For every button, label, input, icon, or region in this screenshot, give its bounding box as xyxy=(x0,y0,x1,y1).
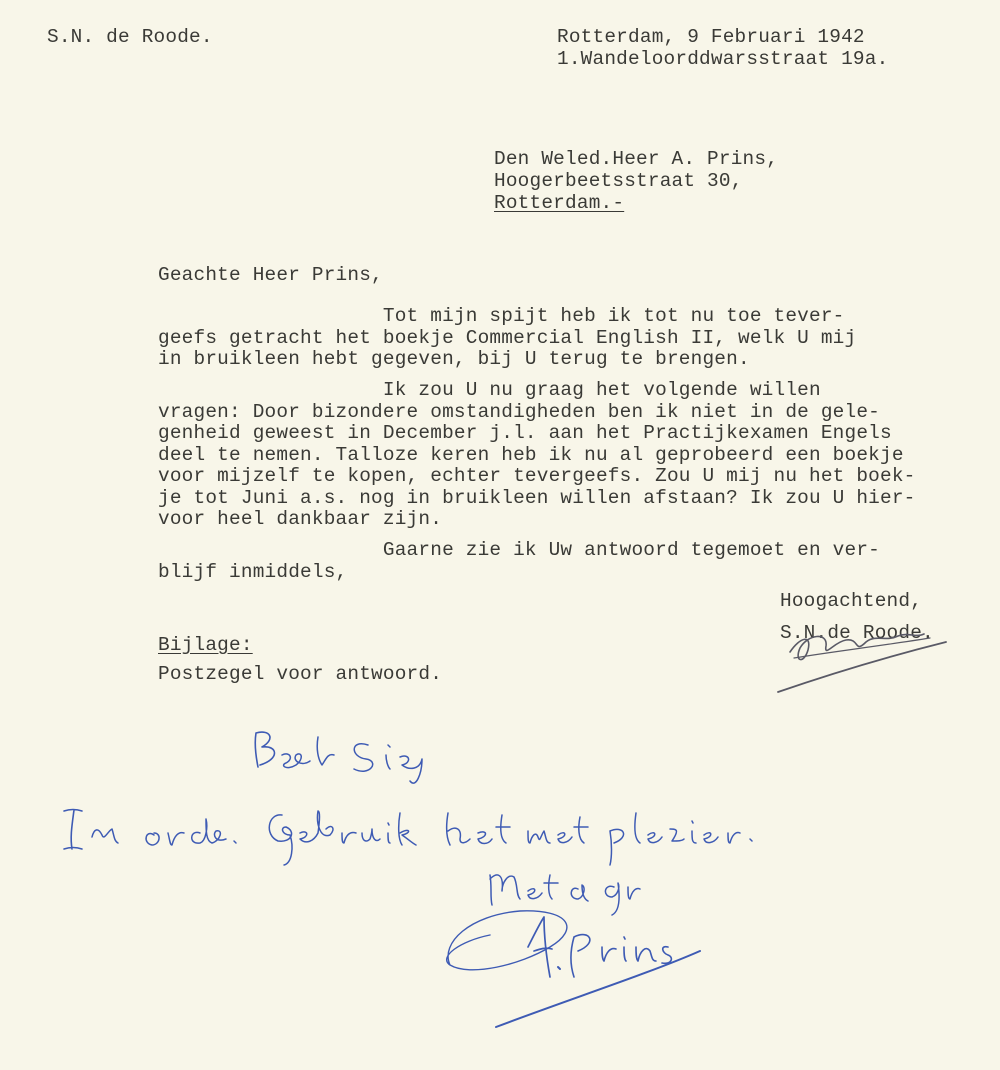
handwritten-reply xyxy=(50,715,770,1035)
salutation: Geachte Heer Prins, xyxy=(158,264,383,286)
body-line: Tot mijn spijt heb ik tot nu toe tever- xyxy=(158,305,845,327)
body-line: geefs getracht het boekje Commercial English II, welk U mij xyxy=(158,327,857,349)
body-line: blijf inmiddels, xyxy=(158,561,348,583)
body-line: genheid geweest in December j.l. aan het Practijkexamen Engels xyxy=(158,422,892,444)
typed-signature: S.N.de Roode. xyxy=(780,622,934,644)
body-line: in bruikleen hebt gegeven, bij U terug te brengen. xyxy=(158,348,750,370)
body-line: vragen: Door bizondere omstandigheden ben ik niet in de gele- xyxy=(158,401,881,423)
enclosure-item: Postzegel voor antwoord. xyxy=(158,663,443,685)
addressee-city: Rotterdam.- xyxy=(494,192,625,214)
addressee-name: Den Weled.Heer A. Prins, xyxy=(494,148,779,170)
sender-address: 1.Wandeloorddwarsstraat 19a. xyxy=(557,48,889,70)
sender-name: S.N. de Roode. xyxy=(47,26,213,48)
body-line: je tot Juni a.s. nog in bruikleen willen afstaan? Ik zou U hier- xyxy=(158,487,916,509)
closing: Hoogachtend, xyxy=(780,590,923,612)
sender-signature-scribble xyxy=(770,612,950,702)
addressee-street: Hoogerbeetsstraat 30, xyxy=(494,170,743,192)
body-line: Ik zou U nu graag het volgende willen xyxy=(158,379,821,401)
enclosure-label: Bijlage: xyxy=(158,634,253,656)
body-line: voor heel dankbaar zijn. xyxy=(158,508,443,530)
place-date: Rotterdam, 9 Februari 1942 xyxy=(557,26,865,48)
body-line: Gaarne zie ik Uw antwoord tegemoet en ver- xyxy=(158,539,881,561)
body-line: deel te nemen. Talloze keren heb ik nu al geprobeerd een boekje xyxy=(158,444,904,466)
body-line: voor mijzelf te kopen, echter tevergeefs. Zou U mij nu het boek- xyxy=(158,465,916,487)
